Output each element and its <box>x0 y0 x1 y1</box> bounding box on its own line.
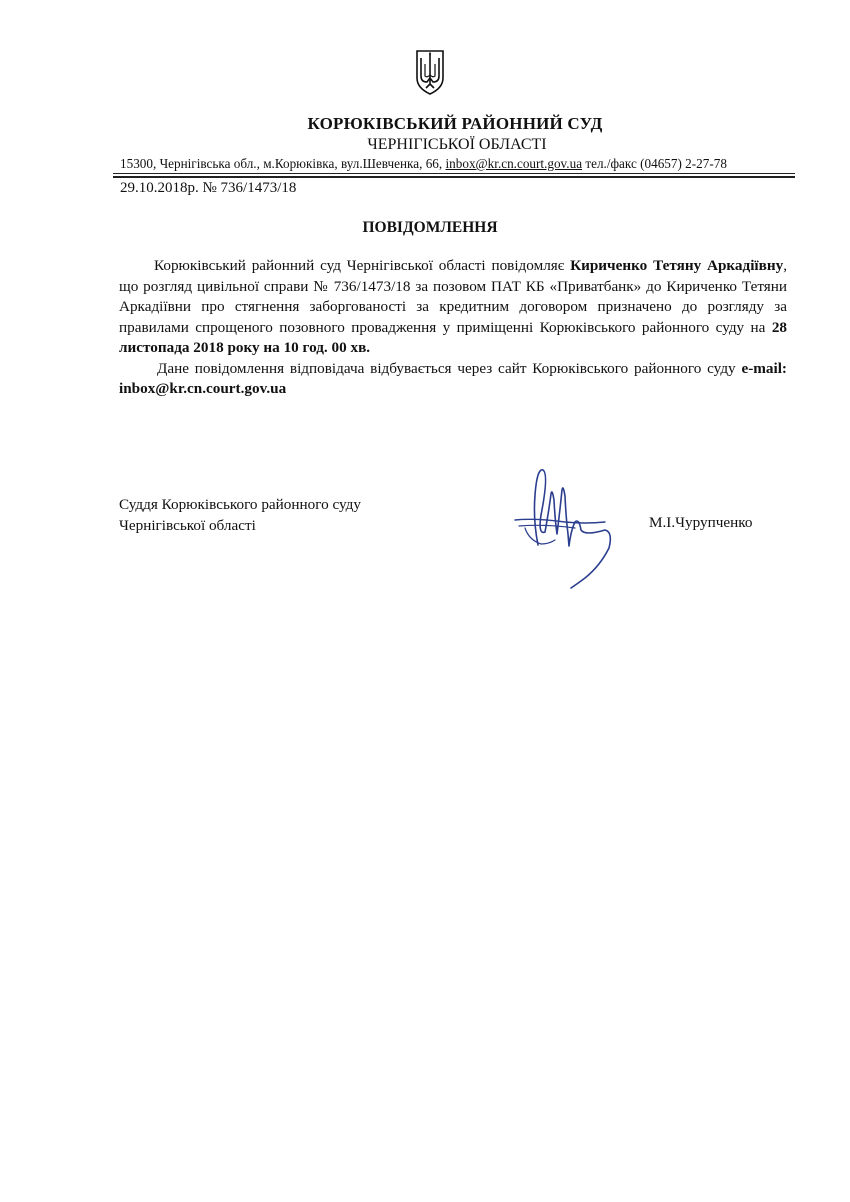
address-text: 15300, Чернігівська обл., м.Корюківка, вул.Шевченка, 66, <box>120 156 443 171</box>
court-address <box>120 156 727 172</box>
trident-emblem-icon <box>414 48 446 96</box>
header-divider-thin <box>113 173 795 174</box>
notice-paragraph-2 <box>119 359 787 400</box>
paragraph-2-text: Дане повідомлення відповідача відбувається через сайт Корюківського районного суду <box>157 359 742 377</box>
handwritten-signature <box>505 460 620 595</box>
judge-name: М.І.Чурупченко <box>649 514 753 531</box>
document-title: ПОВІДОМЛЕННЯ <box>362 219 498 236</box>
addressee-name: Кириченко Тетяну Аркадіївну <box>570 257 784 274</box>
notice-email: e-mail: inbox@kr.cn.court.gov.ua <box>119 359 787 397</box>
judge-title <box>119 495 361 536</box>
court-region: ЧЕРНІГІСЬКОЇ ОБЛАСТІ <box>367 136 547 153</box>
court-phone: тел./факс (04657) 2-27-78 <box>585 156 727 171</box>
court-name: КОРЮКІВСЬКИЙ РАЙОННИЙ СУД <box>307 114 603 133</box>
document-date-reference: 29.10.2018р. № 736/1473/18 <box>120 180 297 196</box>
paragraph-1-intro: Корюківський районний суд Чернігівської області повідомляє <box>154 257 571 274</box>
judge-title-line-1: Суддя Корюківського районного суду <box>119 496 361 513</box>
court-email-link[interactable]: inbox@kr.cn.court.gov.ua <box>445 156 583 171</box>
notice-paragraph-1 <box>119 256 787 359</box>
notice-body <box>119 256 787 400</box>
paragraph-1-details: , що розгляд цивільної справи № 736/1473/18 за позовом ПАТ КБ «Приватбанк» до Кириченко Тетяни Аркадіївни про стягнення заборгованості за кредитним договором призначено до розгляду за правилами спрощеного позовного провадження у приміщенні Корюківського районного суду на <box>119 257 787 336</box>
header-divider-thick <box>113 176 795 178</box>
judge-title-line-2: Чернігівської області <box>119 516 256 534</box>
hearing-datetime: 28 листопада 2018 року на 10 год. 00 хв. <box>119 318 787 356</box>
